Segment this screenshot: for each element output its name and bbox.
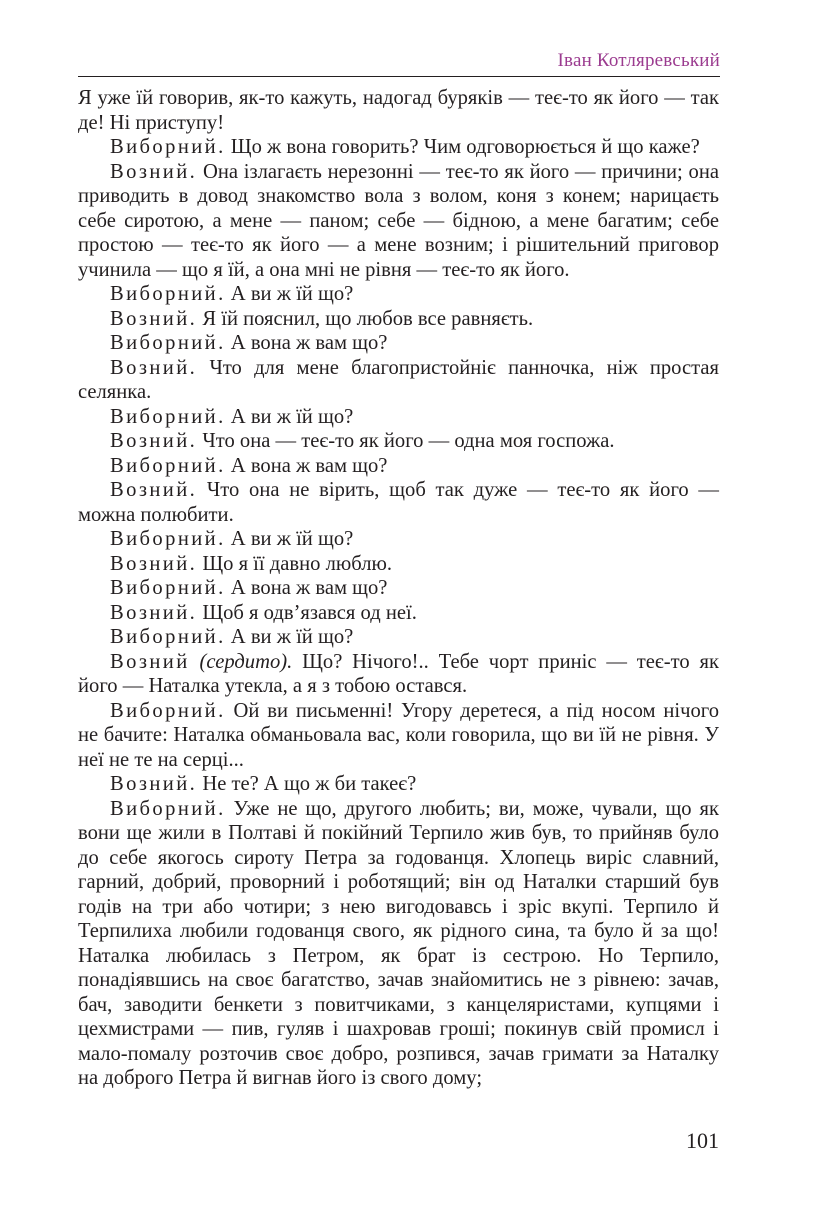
- dialogue-text: Она ізлагаєть нерезонні — теє-то як його — причини; она приводить в довод знакомство вола з волом, коня з конем; нарицаєть себе сиротою, а мене — паном; себе — бідною, а мене багатим; себе простою — теє-то як його — а мене возним; і рішительний приговор учинила — що я їй, а она мні не рівня — теє-то як його.: [78, 160, 719, 281]
- dialogue-paragraph: [78, 576, 719, 601]
- dialogue-paragraph: [78, 331, 719, 356]
- speaker-name: Возний: [110, 650, 190, 673]
- header-author: Іван Котляревський: [557, 50, 720, 71]
- dialogue-text: А ви ж їй що?: [230, 528, 354, 550]
- speaker-name: Возний.: [110, 160, 198, 183]
- speaker-name: Виборний.: [110, 405, 226, 428]
- dialogue-paragraph: [78, 601, 719, 626]
- dialogue-paragraph: [78, 625, 719, 650]
- speaker-name: Виборний.: [110, 626, 226, 648]
- dialogue-text: Я уже їй говорив, як-то кажуть, надогад буряків — теє-то як його — так де! Ні приступу!: [78, 87, 719, 134]
- dialogue-text: Я їй пояснил, що любов все равняєть.: [202, 307, 534, 330]
- running-header: [78, 48, 720, 77]
- dialogue-paragraph: [78, 307, 719, 332]
- dialogue-paragraph: [78, 552, 719, 577]
- dialogue-text: А ви ж їй що?: [230, 405, 354, 428]
- dialogue-text: Що? Нічого!.. Тебе чорт приніс — теє-то як його — Наталка утекла, а я з тобою остався.: [78, 650, 719, 697]
- stage-direction: (сердито).: [199, 650, 293, 673]
- dialogue-paragraph: [78, 429, 719, 454]
- dialogue-text: А вона ж вам що?: [230, 454, 388, 477]
- dialogue-paragraph: [78, 282, 719, 307]
- dialogue-text: Что она — теє-то як його — одна моя госпожа.: [202, 430, 615, 452]
- dialogue-text: Что для мене благопристойніє панночка, ніж простая селянка.: [78, 356, 719, 403]
- play-text: [78, 86, 719, 1091]
- dialogue-text: Ой ви письменні! Угору деретеся, а під носом нічого не бачите: Наталка обманьовала вас, коли говорила, що ви їй не рівня. У неї не те на серці...: [78, 699, 719, 771]
- dialogue-text: Що я її давно люблю.: [202, 552, 393, 575]
- dialogue-paragraph: [78, 797, 719, 1091]
- speaker-name: Виборний.: [110, 136, 226, 158]
- page-number: 101: [686, 1128, 719, 1153]
- dialogue-paragraph: [78, 478, 719, 527]
- speaker-name: Возний.: [110, 552, 198, 575]
- dialogue-paragraph: [78, 650, 719, 699]
- dialogue-paragraph: [78, 699, 719, 773]
- dialogue-text: А ви ж їй що?: [230, 626, 354, 648]
- speaker-name: Возний.: [110, 479, 198, 501]
- speaker-name: Возний.: [110, 430, 198, 452]
- speaker-name: Виборний.: [110, 699, 226, 722]
- speaker-name: Виборний.: [110, 577, 226, 599]
- speaker-name: Возний.: [110, 356, 198, 379]
- speaker-name: Возний.: [110, 601, 198, 624]
- dialogue-text: А вона ж вам що?: [230, 332, 388, 354]
- speaker-name: Виборний.: [110, 528, 226, 550]
- dialogue-text: Щоб я одв’язався од неї.: [202, 601, 417, 624]
- speaker-name: Возний.: [110, 773, 198, 795]
- speaker-name: Возний.: [110, 307, 198, 330]
- speaker-name: Виборний.: [110, 454, 226, 477]
- dialogue-paragraph: [78, 135, 719, 160]
- dialogue-text: Не те? А що ж би такеє?: [202, 773, 417, 795]
- dialogue-paragraph: [78, 405, 719, 430]
- dialogue-text: Що ж вона говорить? Чим одговорюється й що каже?: [230, 136, 700, 158]
- dialogue-text: Уже не що, другого любить; ви, може, чували, що як вони ще жили в Полтаві й покійний Терпило жив був, то прийняв було до себе якогось сироту Петра за годованця. Хлопець виріс славний, гарний, добрий, проворний і роботящий; він од Наталки старший був годів на три або чотири; з нею вигодовавсь і зріс вкупі. Терпило й Терпилиха любили годованця свого, як рідного сина, та було й за що! Наталка любилась з Петром, як брат із сестрою. Но Терпило, понадіявшись на своє багатство, зачав знайомитись не з рівнею: зачав, бач, заводити бенкети з повитчиками, з канцеляристами, купцями і цехмистрами — пив, гуляв і шахровав гроші; покинув свій промисл і мало-помалу розточив своє добро, розпився, зачав гримати за Наталку на доброго Петра й вигнав його із свого дому;: [78, 797, 719, 1089]
- dialogue-paragraph: [78, 772, 719, 797]
- dialogue-paragraph: [78, 356, 719, 405]
- dialogue-text: А вона ж вам що?: [230, 577, 388, 599]
- dialogue-paragraph: [78, 527, 719, 552]
- dialogue-paragraph: [78, 454, 719, 479]
- speaker-name: Виборний.: [110, 332, 226, 354]
- speaker-name: Виборний.: [110, 797, 226, 820]
- speaker-name: Виборний.: [110, 283, 226, 305]
- dialogue-paragraph: [78, 86, 719, 135]
- dialogue-text: А ви ж їй що?: [230, 283, 354, 305]
- dialogue-paragraph: [78, 160, 719, 283]
- dialogue-text: Что она не вірить, щоб так дуже — теє-то як його — можна полюбити.: [78, 479, 719, 526]
